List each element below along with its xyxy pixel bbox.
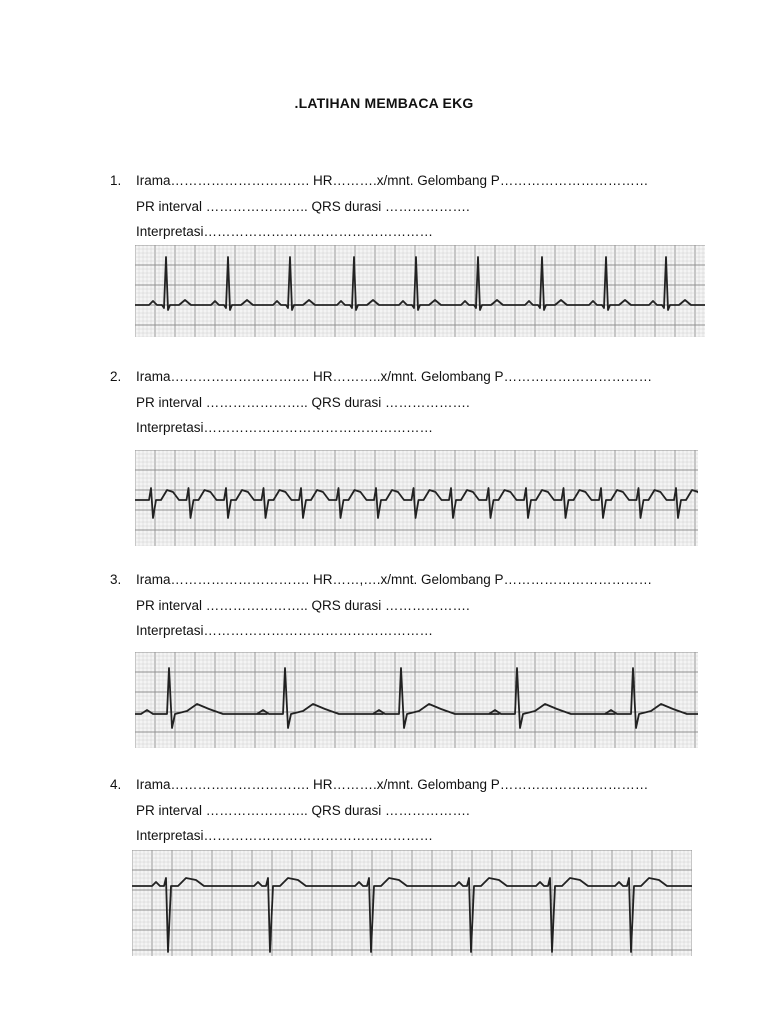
interpretation-line: Interpretasi……………………………………………: [136, 623, 434, 638]
rhythm-hr-pwave-line: Irama…………………………. HR……,….x/mnt. Gelombang P……………………………: [136, 572, 653, 587]
pr-qrs-line: PR interval ………………….. QRS durasi ……………….: [136, 803, 470, 818]
interpretation-line: Interpretasi……………………………………………: [136, 828, 434, 843]
pr-qrs-line: PR interval ………………….. QRS durasi ……………….: [136, 395, 470, 410]
exercise-number: 3.: [110, 572, 122, 587]
pr-qrs-line: PR interval ………………….. QRS durasi ……………….: [136, 199, 470, 214]
ekg-strip-1: [135, 245, 705, 337]
interpretation-line: Interpretasi……………………………………………: [136, 420, 434, 435]
rhythm-hr-pwave-line: Irama…………………………. HR……….x/mnt. Gelombang P……………………………: [136, 173, 649, 188]
interpretation-line: Interpretasi……………………………………………: [136, 224, 434, 239]
ekg-grid: [132, 850, 692, 956]
ekg-paper: [135, 245, 705, 337]
exercise-number: 4.: [110, 777, 122, 792]
page-title: .LATIHAN MEMBACA EKG: [294, 95, 474, 111]
ekg-strip-4: [132, 850, 692, 956]
ekg-strip-3: [135, 652, 698, 748]
exercise-number: 1.: [110, 173, 122, 188]
rhythm-hr-pwave-line: Irama…………………………. HR……….x/mnt. Gelombang P……………………………: [136, 777, 649, 792]
ekg-strip-2: [135, 450, 698, 546]
rhythm-hr-pwave-line: Irama…………………………. HR………..x/mnt. Gelombang P……………………………: [136, 369, 653, 384]
exercise-number: 2.: [110, 369, 122, 384]
pr-qrs-line: PR interval ………………….. QRS durasi ……………….: [136, 598, 470, 613]
